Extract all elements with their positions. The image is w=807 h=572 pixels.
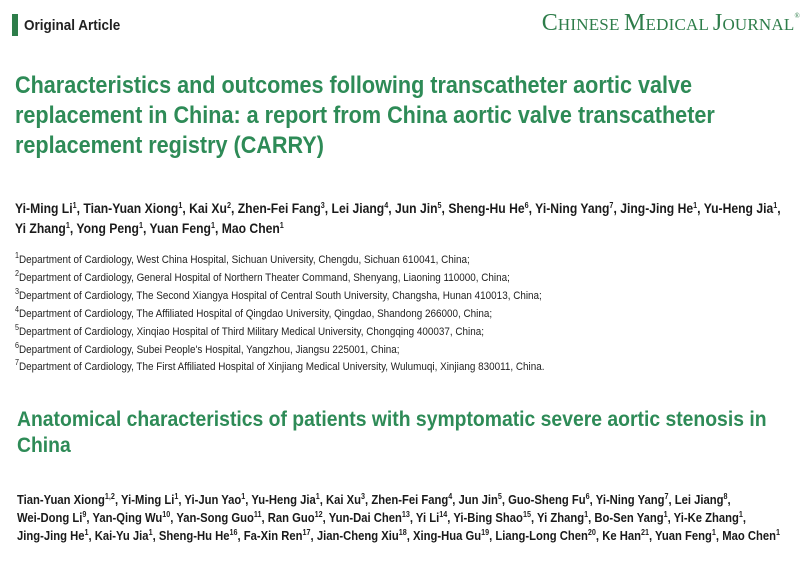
author-name: Yi Zhang$^1$, [537,510,592,525]
article-type-tag [12,14,131,36]
journal-word-3: JOURNAL [712,10,795,36]
journal-word-2: MEDICAL [624,10,713,36]
author-name: Tian-Yuan Xiong$^1$, [83,201,186,216]
author-name: Jing-Jing He$^1$, [620,201,701,216]
author-name: Yong Peng$^1$, [76,221,147,236]
author-name: Kai Xu$^3$, [326,492,369,507]
author-name: Yi-Ke Zhang$^1$, [673,510,747,525]
author-name: Yan-Qing Wu$^{10}$, [92,510,174,525]
author-name: Zhen-Fei Fang$^4$, [371,492,456,507]
author-name: Yun-Dai Chen$^{13}$, [328,510,413,525]
author-name: Jing-Jing He$^1$, [17,528,92,543]
journal-word-1: CHINESE [541,10,624,36]
author-name: Sheng-Hu He$^6$, [448,201,533,216]
author-name: Jun Jin$^5$, [458,492,506,507]
author-name: Yan-Song Guo$^{11}$, [176,510,265,525]
author-name: Yu-Heng Jia$^1$, [703,201,781,216]
author-name: Zhen-Fei Fang$^3$, [237,201,329,216]
affiliation-item: $^2$Department of Cardiology, General Hospital of Northern Theater Command, Shenyang, Liaoning 110000, China; [15,268,510,284]
author-name: Yi-Jun Yao$^1$, [184,492,249,507]
affiliation-item: $^3$Department of Cardiology, The Second Xiangya Hospital of Central South University, Changsha, Hunan 410013, China; [15,286,542,302]
article-type-bar [12,14,18,36]
author-name: Sheng-Hu He$^{16}$, [158,528,241,543]
author-name: Fa-Xin Ren$^{17}$, [243,528,314,543]
author-name: Yuan Feng$^1$, [655,528,720,543]
author-name: Yi-Ning Yang$^7$, [595,492,672,507]
author-name: Yi-Ming Li$^1$, [121,492,182,507]
article-2-title: Anatomical characteristics of patients with symptomatic severe aortic stenosis in China [17,407,767,457]
article-type-label: Original Article [24,16,121,34]
page-header [12,10,800,40]
author-name: Tian-Yuan Xiong$^{1,2}$, [17,492,119,507]
author-name: Yi-Bing Shao$^{15}$, [453,510,535,525]
affiliation-item: $^1$Department of Cardiology, West China Hospital, Sichuan University, Chengdu, Sichuan 610041, China; [15,251,470,266]
author-name: Yi Zhang$^1$, [15,221,74,236]
affiliation-item: $^7$Department of Cardiology, The First Affiliated Hospital of Xinjiang Medical University, Wulumuqi, Xinjiang 830011, China. [15,358,545,374]
author-name: Wei-Dong Li$^9$, [17,510,90,525]
author-name: Lei Jiang$^8$, [674,492,731,507]
author-name: Jun Jin$^5$, [394,201,445,216]
author-name: Bo-Sen Yang$^1$, [594,510,671,525]
affiliation-item: $^4$Department of Cardiology, The Affiliated Hospital of Qingdao University, Qingdao, Shandong 266000, China; [15,304,493,320]
article-2-authors [17,491,800,545]
author-name: Yi-Ning Yang$^7$, [535,201,617,216]
author-name: Ke Han$^{21}$, [602,528,653,543]
affiliation-item: $^5$Department of Cardiology, Xinqiao Hospital of Third Military Medical University, Chongqing 400037, China; [15,322,484,338]
article-1-authors [15,199,798,239]
article-1-affiliations [15,252,798,377]
author-name: Yuan Feng$^1$, [149,221,219,236]
article-1-title: Characteristics and outcomes following transcatheter aortic valve replacement in China: a report from China aortic valve transcatheter replacement registry (CARRY) [15,72,715,159]
registered-mark: ® [794,12,800,20]
author-name: Yi Li$^{14}$, [415,510,451,525]
author-name: Mao Chen$^1$ [221,221,284,236]
author-name: Kai-Yu Jia$^1$, [94,528,156,543]
author-name: Guo-Sheng Fu$^6$, [508,492,593,507]
author-name: Kai Xu$^2$, [189,201,235,216]
author-name: Xing-Hua Gu$^{19}$, [413,528,493,543]
author-name: Yu-Heng Jia$^1$, [251,492,323,507]
author-name: Yi-Ming Li$^1$, [15,201,80,216]
author-name: Ran Guo$^{12}$, [267,510,326,525]
journal-name [542,10,800,37]
author-name: Jian-Cheng Xiu$^{18}$, [316,528,410,543]
affiliation-item: $^6$Department of Cardiology, Subei People's Hospital, Yangzhou, Jiangsu 225001, China; [15,340,400,356]
author-name: Liang-Long Chen$^{20}$, [495,528,600,543]
author-name: Lei Jiang$^4$, [331,201,392,216]
author-name: Mao Chen$^1$ [722,528,780,543]
